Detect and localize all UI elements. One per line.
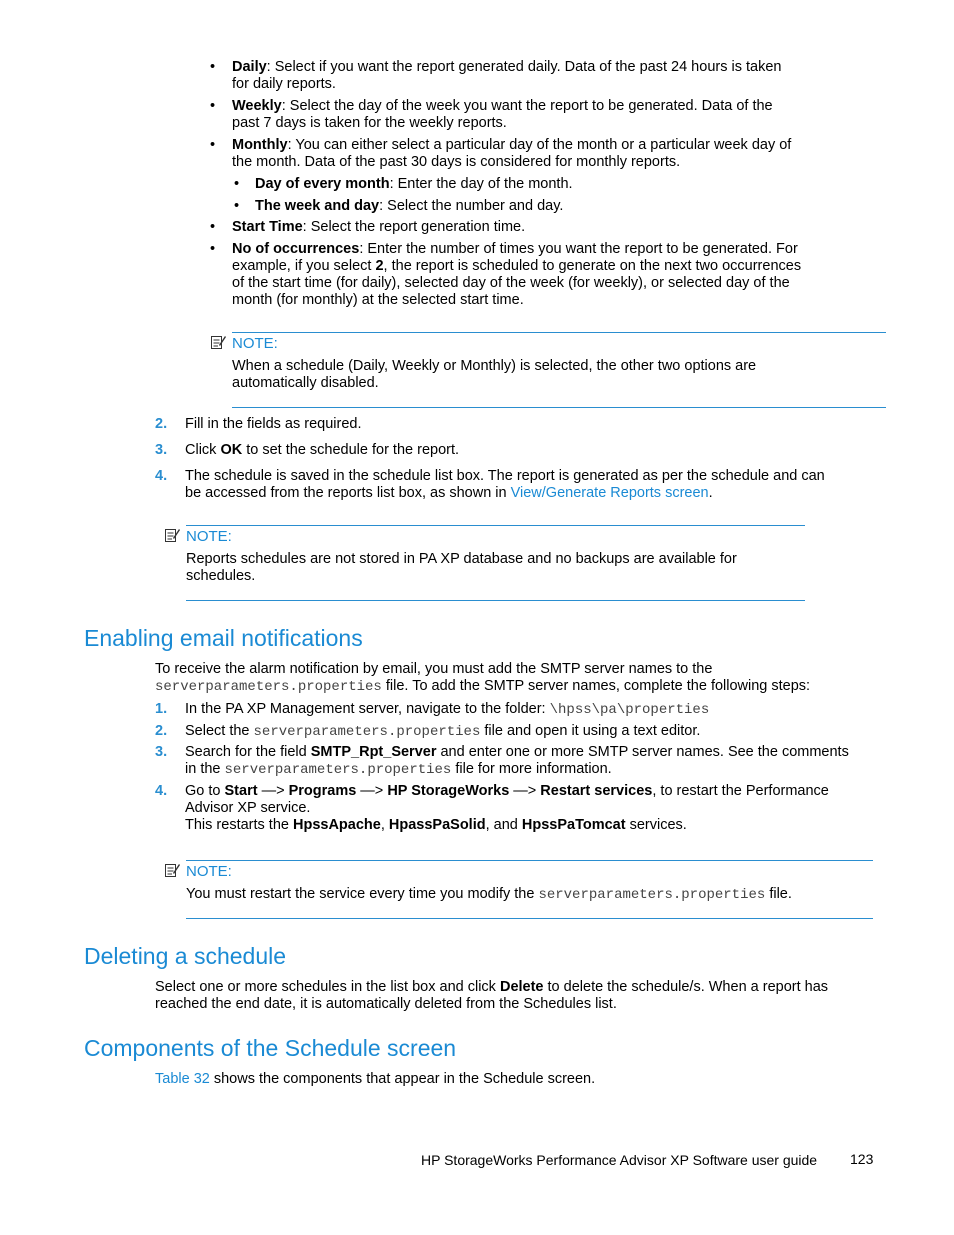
heading-deleting-schedule: Deleting a schedule — [84, 943, 287, 969]
monthly-text: : You can either select a particular day of the month or a particular week day of — [287, 137, 792, 153]
email-step-2-b: file and open it using a text editor. — [480, 723, 701, 739]
term-start-time: Start Time — [232, 219, 303, 235]
menu-hp-storageworks: HP StorageWorks — [387, 783, 510, 799]
weekly-cont: past 7 days is taken for the weekly reports. — [232, 115, 507, 131]
file-name-code: serverparameters.properties — [224, 762, 452, 778]
comma: , — [380, 817, 389, 833]
note3-bottom-rule — [186, 918, 873, 919]
bullet-dot: • — [234, 198, 240, 214]
note2-line1: Reports schedules are not stored in PA XP database and no backups are available for — [186, 551, 737, 567]
note3-text-b: file. — [765, 886, 792, 902]
step-number: 3. — [155, 442, 168, 458]
term-week-and-day: The week and day — [255, 198, 380, 214]
sub-bullet-week-and-day — [234, 198, 834, 215]
note3-text-a: You must restart the service every time you modify the — [186, 886, 539, 902]
start-time-text: : Select the report generation time. — [302, 219, 526, 235]
bullet-dot: • — [234, 176, 240, 192]
note-icon — [164, 527, 180, 543]
menu-programs: Programs — [288, 783, 357, 799]
components-body — [155, 1071, 875, 1088]
table-32-link[interactable]: Table 32 — [155, 1071, 210, 1087]
sub-bullet-day-of-month — [234, 176, 834, 193]
page-number: 123 — [850, 1151, 874, 1167]
weekly-text: : Select the day of the week you want the report to be generated. Data of the — [281, 98, 773, 114]
menu-restart-services: Restart services — [540, 783, 653, 799]
step-3-ok: OK — [220, 442, 243, 458]
bullet-start-time — [210, 219, 850, 236]
step-4 — [155, 468, 875, 502]
arrow: —> — [509, 783, 541, 799]
arrow: —> — [356, 783, 388, 799]
bullet-dot: • — [210, 59, 216, 75]
note-icon — [210, 334, 226, 350]
step-number: 2. — [155, 723, 168, 739]
note1-title: NOTE: — [232, 335, 278, 352]
daily-cont: for daily reports. — [232, 76, 336, 92]
email-step-3-a: Search for the field — [185, 744, 311, 760]
note2-top-rule — [186, 525, 805, 526]
email-step-1 — [155, 701, 875, 719]
email-step-4-a: Go to — [185, 783, 225, 799]
heading-components: Components of the Schedule screen — [84, 1035, 457, 1061]
step-4-line2b: . — [708, 485, 713, 501]
step-4-line2a: be accessed from the reports list box, as shown in — [185, 485, 511, 501]
term-daily: Daily — [232, 59, 267, 75]
step-number: 1. — [155, 701, 168, 717]
delete-l1c: to delete the schedule/s. When a report has — [543, 979, 829, 995]
occ-line2a: example, if you select — [232, 258, 376, 274]
occ-line4: month (for monthly) at the selected start time. — [232, 292, 524, 308]
note2-line2: schedules. — [186, 568, 256, 584]
note2-body — [186, 551, 806, 585]
arrow: —> — [257, 783, 289, 799]
day-of-month-text: : Enter the day of the month. — [389, 176, 573, 192]
email-step-2-a: Select the — [185, 723, 254, 739]
bullet-monthly — [210, 137, 850, 171]
view-generate-reports-link[interactable]: View/Generate Reports screen — [510, 485, 709, 501]
occ-line3: of the start time (for daily), selected day of the week (for weekly), or selected day of the — [232, 275, 790, 291]
email-step-4 — [155, 783, 875, 834]
occ-line2b: 2 — [375, 258, 384, 274]
email-step-4-l3b: services. — [625, 817, 687, 833]
email-intro-code: serverparameters.properties — [155, 679, 382, 695]
step-2-text: Fill in the fields as required. — [185, 416, 362, 432]
step-2 — [155, 416, 865, 433]
week-and-day-text: : Select the number and day. — [379, 198, 564, 214]
folder-path-code: \hpss\pa\properties — [549, 702, 710, 718]
delete-l1a: Select one or more schedules in the list box and click — [155, 979, 500, 995]
note1-body — [232, 358, 872, 392]
step-number: 3. — [155, 744, 168, 760]
step-number: 2. — [155, 416, 168, 432]
delete-body — [155, 979, 875, 1013]
step-3-text-c: to set the schedule for the report. — [242, 442, 460, 458]
term-weekly: Weekly — [232, 98, 282, 114]
service-apache: HpssApache — [292, 817, 381, 833]
note3-title: NOTE: — [186, 863, 232, 880]
email-step-3-l2a: in the — [185, 761, 225, 777]
bullet-dot: • — [210, 137, 216, 153]
delete-l2: reached the end date, it is automatically deleted from the Schedules list. — [155, 996, 617, 1012]
note2-title: NOTE: — [186, 528, 232, 545]
email-step-3-l2b: file for more information. — [451, 761, 612, 777]
note1-line1: When a schedule (Daily, Weekly or Monthly) is selected, the other two options are — [232, 358, 757, 374]
components-text: shows the components that appear in the Schedule screen. — [209, 1071, 596, 1087]
term-occurrences: No of occurrences — [232, 241, 360, 257]
email-step-4-l3a: This restarts the — [185, 817, 293, 833]
note3-body — [186, 886, 876, 904]
service-solid: HpassPaSolid — [388, 817, 486, 833]
bullet-dot: • — [210, 241, 216, 257]
delete-term: Delete — [499, 979, 544, 995]
note2-bottom-rule — [186, 600, 805, 601]
service-tomcat: HpssPaTomcat — [521, 817, 626, 833]
term-monthly: Monthly — [232, 137, 288, 153]
bullet-daily — [210, 59, 850, 93]
bullet-dot: • — [210, 98, 216, 114]
email-step-3 — [155, 744, 875, 779]
note1-line2: automatically disabled. — [232, 375, 379, 391]
note1-bottom-rule — [232, 407, 886, 408]
menu-start: Start — [224, 783, 258, 799]
email-intro-line1: To receive the alarm notification by email, you must add the SMTP server names to the — [155, 661, 713, 677]
email-step-4-b: , to restart the Performance — [652, 783, 829, 799]
term-day-of-month: Day of every month — [255, 176, 390, 192]
email-step-4-l2: Advisor XP service. — [185, 800, 311, 816]
email-step-2 — [155, 723, 875, 741]
note-icon — [164, 862, 180, 878]
occ-line1: : Enter the number of times you want the report to be generated. For — [359, 241, 798, 257]
step-number: 4. — [155, 783, 168, 799]
email-intro-line2: file. To add the SMTP server names, complete the following steps: — [381, 678, 811, 694]
monthly-cont: the month. Data of the past 30 days is considered for monthly reports. — [232, 154, 681, 170]
email-intro — [155, 661, 875, 696]
and-text: , and — [485, 817, 522, 833]
note1-top-rule — [232, 332, 886, 333]
occ-line2c: , the report is scheduled to generate on the next two occurrences — [383, 258, 802, 274]
daily-text: : Select if you want the report generated daily. Data of the past 24 hours is taken — [266, 59, 782, 75]
email-step-1-text: In the PA XP Management server, navigate to the folder: — [185, 701, 550, 717]
email-step-3-c: and enter one or more SMTP server names. See the comments — [436, 744, 849, 760]
note3-top-rule — [186, 860, 873, 861]
step-number: 4. — [155, 468, 168, 484]
file-name-code: serverparameters.properties — [538, 887, 766, 903]
bullet-occurrences — [210, 241, 860, 309]
step-3-text-a: Click — [185, 442, 221, 458]
file-name-code: serverparameters.properties — [253, 724, 481, 740]
bullet-weekly — [210, 98, 850, 132]
bullet-dot: • — [210, 219, 216, 235]
step-3 — [155, 442, 865, 459]
smtp-field-name: SMTP_Rpt_Server — [310, 744, 437, 760]
footer-title: HP StorageWorks Performance Advisor XP Software user guide — [421, 1152, 818, 1168]
step-4-line1: The schedule is saved in the schedule list box. The report is generated as per the schedule and can — [185, 468, 825, 484]
heading-enabling-email: Enabling email notifications — [84, 625, 363, 651]
